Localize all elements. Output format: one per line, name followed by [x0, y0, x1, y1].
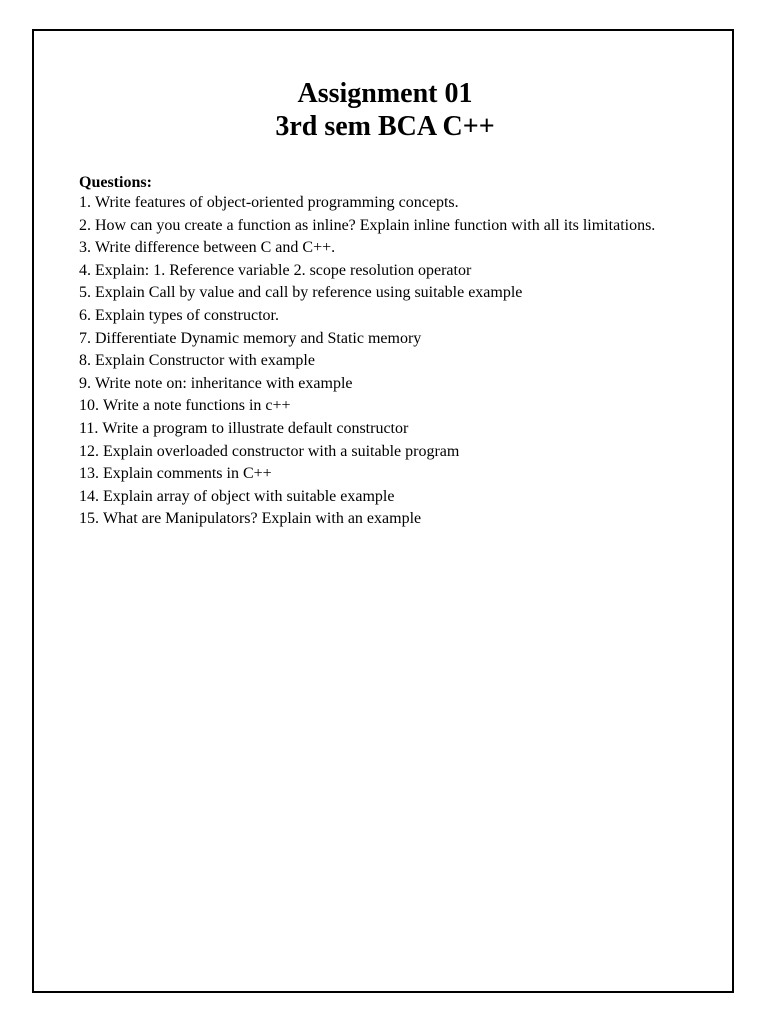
assignment-title: Assignment 01: [297, 78, 473, 109]
question-number: 13.: [79, 465, 99, 483]
question-text: Explain array of object with suitable example: [103, 487, 395, 505]
question-number: 1.: [79, 194, 91, 211]
question-item: [79, 262, 709, 280]
question-text: Explain: 1. Reference variable 2. scope resolution operator: [95, 261, 472, 279]
question-text: Write features of object-oriented programming concepts.: [95, 194, 459, 211]
question-text: Explain overloaded constructor with a suitable program: [103, 442, 460, 460]
course-subtitle: 3rd sem BCA C++: [275, 111, 495, 142]
question-number: 7.: [79, 329, 91, 347]
questions-section: [79, 173, 709, 533]
question-text: Differentiate Dynamic memory and Static memory: [95, 329, 422, 347]
question-number: 12.: [79, 442, 99, 460]
question-text: Explain Call by value and call by reference using suitable example: [95, 284, 523, 302]
question-item: [79, 330, 709, 348]
question-text: What are Manipulators? Explain with an example: [103, 510, 422, 528]
question-number: 8.: [79, 352, 91, 370]
question-number: 4.: [79, 261, 91, 279]
question-number: 5.: [79, 284, 91, 302]
question-item: [79, 465, 709, 483]
question-text: Write a program to illustrate default constructor: [102, 419, 409, 437]
question-item: [79, 443, 709, 461]
question-number: 6.: [79, 306, 91, 324]
question-text: How can you create a function as inline? Explain inline function with all its limitations.: [95, 216, 656, 234]
question-text: Write note on: inheritance with example: [95, 374, 353, 392]
question-text: Explain types of constructor.: [95, 306, 279, 324]
question-text: Write a note functions in c++: [103, 397, 291, 415]
question-number: 9.: [79, 374, 91, 392]
question-item: [79, 510, 709, 528]
question-number: 10.: [79, 397, 99, 415]
question-text: Explain comments in C++: [103, 465, 272, 483]
questions-heading: Questions:: [79, 174, 152, 191]
question-item: [79, 397, 709, 415]
question-item: [79, 284, 709, 302]
question-item: [79, 194, 709, 212]
question-number: 14.: [79, 487, 99, 505]
question-item: [79, 239, 709, 257]
page-border: [32, 29, 734, 993]
question-item: [79, 307, 709, 325]
question-number: 2.: [79, 216, 91, 234]
question-list: [79, 194, 709, 528]
question-item: [79, 375, 709, 393]
question-item: [79, 352, 709, 370]
question-item: [79, 420, 709, 438]
title-block: [34, 77, 736, 143]
question-item: [79, 217, 709, 235]
question-number: 3.: [79, 239, 91, 257]
question-number: 11.: [79, 419, 99, 437]
question-text: Write difference between C and C++.: [95, 239, 336, 257]
question-item: [79, 488, 709, 506]
question-number: 15.: [79, 510, 99, 528]
question-text: Explain Constructor with example: [95, 352, 315, 370]
